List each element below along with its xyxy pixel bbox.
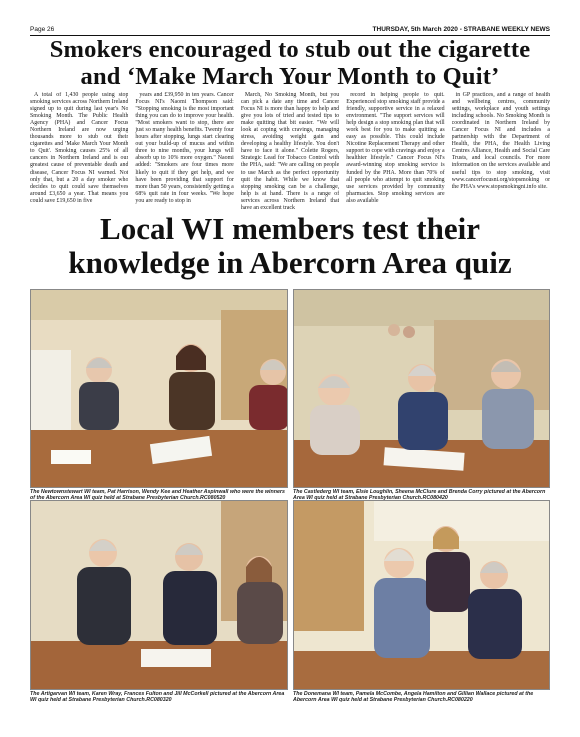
caption-newtownstewart: The Newtownstewart WI team, Pat Harrison, Wendy Kee and Heather Aspinwall who were the winners of the Abercorn Area WI quiz held at Strabane Presbyterian Church.RC080520 bbox=[30, 489, 285, 502]
caption-castlederg: The Castlederg WI team, Elsie Loughlin, Sheena McClure and Brenda Corry pictured at the Abercorn Area WI quiz held at Strabane Presbyterian Church.RC080420 bbox=[293, 489, 546, 502]
page-header bbox=[30, 25, 550, 36]
photo-newtownstewart-team bbox=[30, 289, 288, 488]
article-column-3: March, No Smoking Month, but you can pick a date any time and Cancer Focus NI is more than happy to help and give you lots of tried and tested tips to make quitting that bit easier. "We will look at coping with cravings, managing stress, avoiding weight gain and developing a healthy lifestyle. You don't have to face it alone." Colette Rogers, Strategic Lead for Tobacco Control with the PHA, said: "We are calling on people to use March as the perfect opportunity quit the habit. While we know that stopping smoking can be a challenge, help is at hand. There is a range of services across Northern Ireland that have an excellent track bbox=[240, 92, 340, 210]
article-body-smoking bbox=[30, 92, 550, 210]
photo-artigarvan-team bbox=[30, 500, 288, 690]
article-column-1: A total of 1,430 people using stop smoking services across Northern Ireland signed up to quit during last year's No Smoking Month. The Public Health Agency (PHA) and Cancer Focus Northern Ireland are now urging thousands more to stub out their cigarettes and 'Make March Your Month to Quit'. Smoking causes 25% of all cancers in Northern Ireland and is our greatest cause of preventable death and disease, Cancer Focus NI warned. Not only that, but a 20 a day smoker who decides to quit could save themselves around £3,650 a year. That means you could save £19,650 in five bbox=[30, 92, 129, 204]
article-column-2: years and £39,950 in ten years. Cancer Focus NI's Naomi Thompson said: "Stopping smoking is the most important thing you can do to improve your health. "Most smokers want to stop, there are just so many health benefits. Twenty four hours after stopping, lungs start clearing out your build-up of mucus and within three to nine months, your lungs will absorb up to 10% more oxygen." Naomi added: "Smokers are four times more likely to quit if they get help, and we have been providing that support for more than 50 years, consistently getting a 68% quit rate in four weeks. "We hope you are ready to stop in bbox=[135, 92, 234, 204]
article-column-5: in GP practices, and a range of health and wellbeing centres, community settings, workplace and youth settings including schools. No Smoking Month is coordinated in Northern Ireland by Cancer Focus NI and includes a partnership with the Department of Health, the PHA, the Health Living Centres Alliance, Health and Social Care Trusts, and local councils. For more information on the services available and useful tips to stop smoking, visit www.cancerfocusni.org/stopsmoking or the PHA's www.stopsmokingni.info site. bbox=[451, 92, 551, 190]
photo-donemana-team bbox=[293, 500, 550, 690]
page-number: Page 26 bbox=[30, 26, 55, 33]
photo-castlederg-team bbox=[293, 289, 550, 488]
article-column-4: record in helping people to quit. Experienced stop smoking staff provide a friendly, supportive service in a relaxed environment. "The support services will help design a stop smoking plan that will work best for you to make quitting as easy as possible. This could include Nicotine Replacement Therapy and other support to cope with cravings and enjoy a healthier lifestyle." Cancer Focus NI's award-winning stop smoking service is funded by the PHA. More than 70% of all people who attempt to quit smoking use services provided by community pharmacies. Stop smoking services are also available bbox=[346, 92, 445, 204]
caption-artigarvan: The Artigarvan WI team, Karen Wray, Frances Fulton and Jill McCorkell pictured at the Abercorn Area WI quiz held at Strabane Presbyterian Church.RC080320 bbox=[30, 691, 285, 704]
article-headline-smoking: Smokers encouraged to stub out the cigarette and ‘Make March Your Month to Quit’ bbox=[49, 36, 531, 90]
article-headline-wi-quiz: Local WI members test their knowledge in Abercorn Area quiz bbox=[68, 211, 512, 280]
caption-donemana: The Donemana WI team, Pamela McCombe, Angela Hamilton and Gillian Wallace pictured at the Abercorn Area WI quiz held at Strabane Presbyterian Church.RC080220 bbox=[293, 691, 534, 704]
dateline: THURSDAY, 5th March 2020 - STRABANE WEEKLY NEWS bbox=[372, 26, 550, 33]
